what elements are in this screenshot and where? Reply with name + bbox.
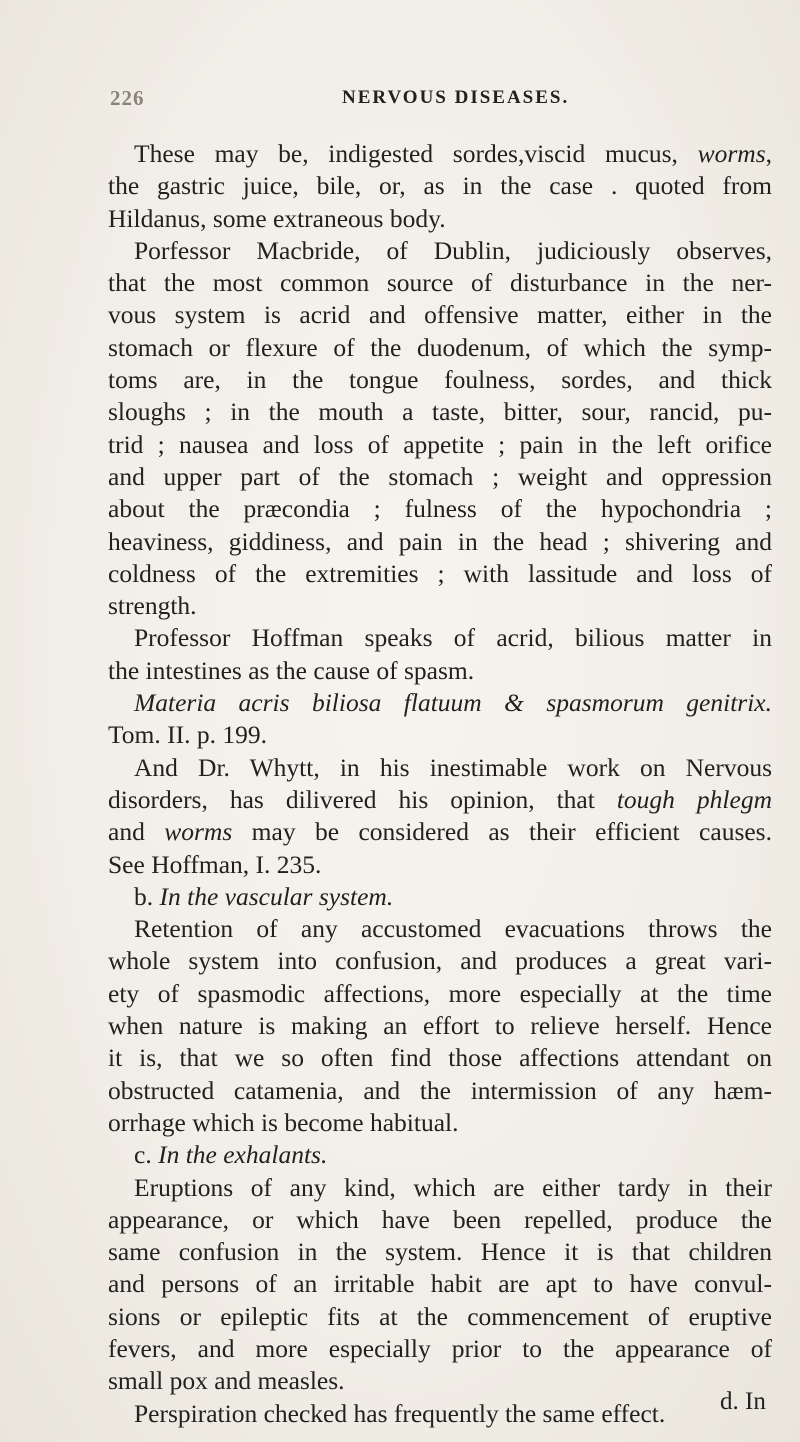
text-line: whole system into confusion, and produces a great vari- xyxy=(108,946,772,976)
text-line: Materia acris biliosa flatuum & spasmorum genitrix. xyxy=(134,688,772,718)
text-line: Porfessor Macbride, of Dublin, judiciously observes, xyxy=(134,235,772,265)
text-line: the intestines as the cause of spasm. xyxy=(108,655,475,685)
text-line: disorders, has dilivered his opinion, that tough phlegm xyxy=(108,784,772,814)
text-line: fevers, and more especially prior to the appearance of xyxy=(108,1333,772,1363)
text-line: that the most common source of disturbance in the ner- xyxy=(108,268,772,298)
text-line: And Dr. Whytt, in his inestimable work on Nervous xyxy=(134,752,772,782)
text-line: trid ; nausea and loss of appetite ; pain in the left orifice xyxy=(108,429,772,459)
text-line: Eruptions of any kind, which are either tardy in their xyxy=(134,1172,772,1202)
body-text xyxy=(108,138,772,1430)
text-line: Professor Hoffman speaks of acrid, bilious matter in xyxy=(134,623,772,653)
text-line: the gastric juice, bile, or, as in the case . quoted from xyxy=(108,171,772,201)
text-line: sions or epileptic fits at the commencement of eruptive xyxy=(108,1301,772,1331)
text-line: stomach or flexure of the duodenum, of which the symp- xyxy=(108,332,772,362)
text-line: Tom. II. p. 199. xyxy=(108,720,267,750)
text-line: vous system is acrid and offensive matter, either in the xyxy=(108,300,772,330)
text-line: Perspiration checked has frequently the same effect. xyxy=(134,1398,666,1428)
text-line: See Hoffman, I. 235. xyxy=(108,849,322,879)
text-line: and worms may be considered as their efficient causes. xyxy=(108,817,772,847)
text-line: heaviness, giddiness, and pain in the head ; shivering and xyxy=(108,526,772,556)
text-line: about the præcondia ; fulness of the hypochondria ; xyxy=(108,494,772,524)
text-line: appearance, or which have been repelled, produce the xyxy=(108,1204,772,1234)
page-number: 226 xyxy=(110,86,145,110)
text-line: orrhage which is become habitual. xyxy=(108,1107,459,1137)
text-line: c. In the exhalants. xyxy=(134,1140,328,1170)
text-line: b. In the vascular system. xyxy=(134,881,394,911)
text-line: sloughs ; in the mouth a taste, bitter, sour, rancid, pu- xyxy=(108,397,772,427)
text-line: These may be, indigested sordes,viscid mucus, worms, xyxy=(134,139,772,168)
text-line: same confusion in the system. Hence it is that children xyxy=(108,1237,772,1267)
text-line: it is, that we so often find those affections attendant on xyxy=(108,1043,772,1073)
text-line: when nature is making an effort to relieve herself. Hence xyxy=(108,1011,772,1041)
running-title: NERVOUS DISEASES. xyxy=(342,87,570,108)
text-line: coldness of the extremities ; with lassitude and loss of xyxy=(108,558,772,588)
text-line: obstructed catamenia, and the intermission of any hæm- xyxy=(108,1075,772,1105)
text-line: toms are, in the tongue foulness, sordes, and thick xyxy=(108,365,772,395)
text-line: strength. xyxy=(108,591,197,621)
text-line: ety of spasmodic affections, more especially at the time xyxy=(108,978,772,1008)
text-line: Hildanus, some extraneous body. xyxy=(108,203,446,233)
text-line: and persons of an irritable habit are apt to have convul- xyxy=(108,1269,772,1299)
text-line: small pox and measles. xyxy=(108,1366,345,1396)
text-line: Retention of any accustomed evacuations throws the xyxy=(134,914,772,944)
running-head xyxy=(110,86,610,116)
catchword: d. In xyxy=(720,1388,766,1415)
text-line: and upper part of the stomach ; weight and oppression xyxy=(108,461,772,491)
